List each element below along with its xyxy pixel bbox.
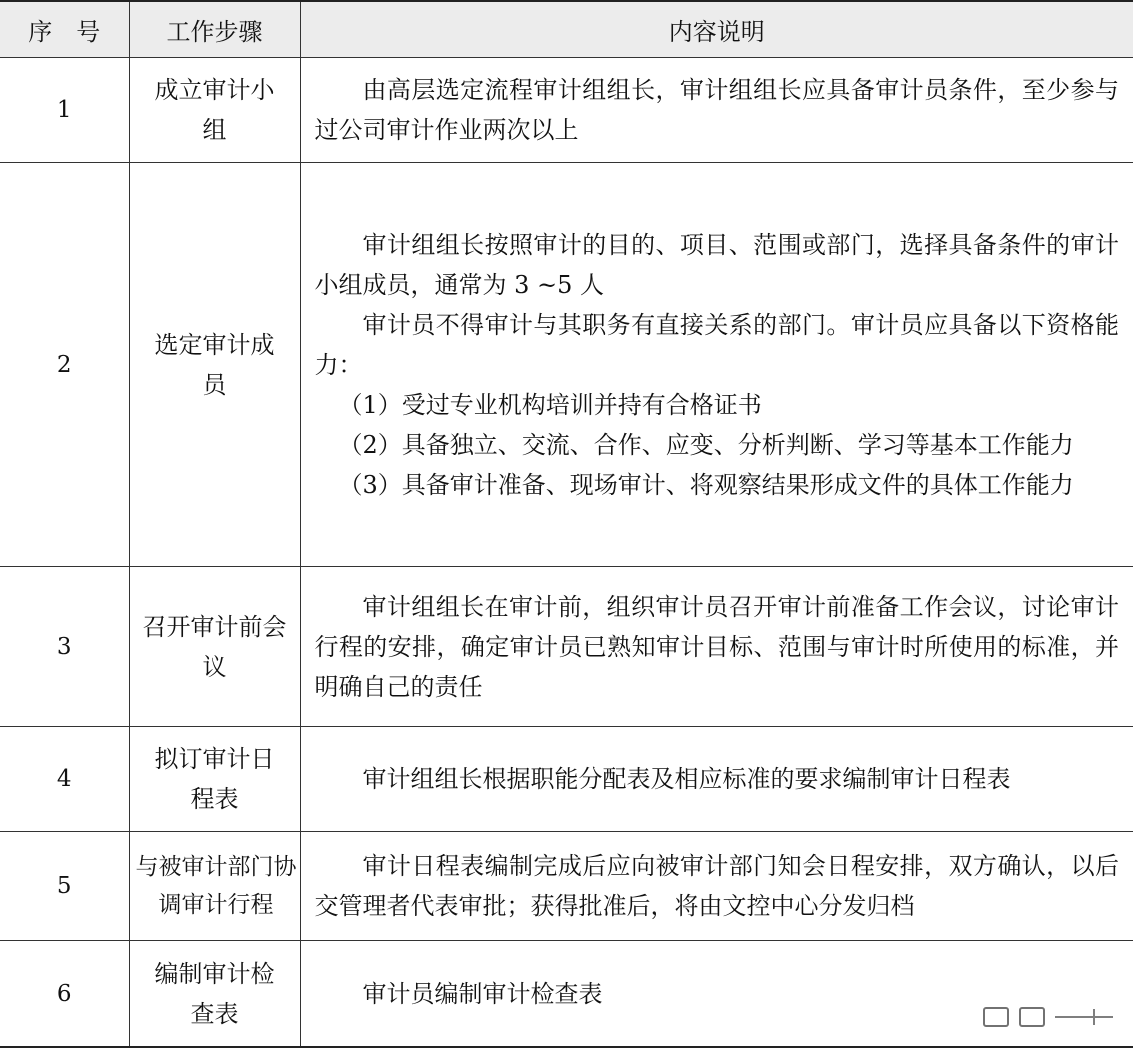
desc-paragraph: （3）具备审计准备、现场审计、将观察结果形成文件的具体工作能力 xyxy=(338,470,1074,499)
table-row xyxy=(0,58,1133,163)
row-step xyxy=(129,832,300,941)
watermark-glyph xyxy=(983,1007,1113,1027)
desc-paragraph: 由高层选定流程审计组组长，审计组组长应具备审计员条件，至少参与过公司审计作业两次以上 xyxy=(314,76,1119,144)
row-desc xyxy=(300,727,1133,832)
desc-paragraph: 审计员不得审计与其职务有直接关系的部门。审计员应具备以下资格能力： xyxy=(314,310,1119,379)
table-row xyxy=(0,163,1133,567)
row-number: 6 xyxy=(0,941,129,1048)
watermark-box-icon xyxy=(1019,1007,1045,1027)
step-text: 成立审计小组 xyxy=(154,76,275,144)
header-step: 工作步骤 xyxy=(129,1,300,58)
row-step xyxy=(129,727,300,832)
table-row xyxy=(0,567,1133,727)
desc-paragraph: 审计日程表编制完成后应向被审计部门知会日程安排，双方确认，以后交管理者代表审批；获得批准后，将由文控中心分发归档 xyxy=(314,852,1119,920)
desc-paragraph: 审计组组长按照审计的目的、项目、范围或部门，选择具备条件的审计小组成员，通常为 3 ~5 人 xyxy=(314,230,1119,299)
row-desc xyxy=(300,941,1133,1048)
step-text: 选定审计成员 xyxy=(154,330,275,399)
watermark-bar-icon xyxy=(1055,1016,1113,1018)
step-text: 召开审计前会议 xyxy=(142,612,287,681)
desc-paragraph: 审计组组长在审计前，组织审计员召开审计前准备工作会议，讨论审计行程的安排，确定审计员已熟知审计目标、范围与审计时所使用的标准，并明确自己的责任 xyxy=(314,592,1119,701)
step-text: 与被审计部门协调审计行程 xyxy=(135,854,297,918)
row-desc xyxy=(300,163,1133,567)
row-number: 3 xyxy=(0,567,129,727)
table-row xyxy=(0,727,1133,832)
row-desc xyxy=(300,832,1133,941)
table-header-row xyxy=(0,1,1133,58)
watermark-box-icon xyxy=(983,1007,1009,1027)
table-row xyxy=(0,832,1133,941)
desc-paragraph: （1）受过专业机构培训并持有合格证书 xyxy=(338,390,762,419)
header-no: 序 号 xyxy=(0,1,129,58)
step-text: 拟订审计日程表 xyxy=(154,745,275,813)
step-text: 编制审计检查表 xyxy=(154,959,275,1028)
row-step xyxy=(129,58,300,163)
desc-paragraph: 审计员编制审计检查表 xyxy=(362,979,603,1008)
desc-paragraph: （2）具备独立、交流、合作、应变、分析判断、学习等基本工作能力 xyxy=(338,430,1074,459)
row-number: 2 xyxy=(0,163,129,567)
header-desc: 内容说明 xyxy=(300,1,1133,58)
row-number: 4 xyxy=(0,727,129,832)
row-desc xyxy=(300,58,1133,163)
row-number: 5 xyxy=(0,832,129,941)
row-desc xyxy=(300,567,1133,727)
row-step xyxy=(129,163,300,567)
row-step xyxy=(129,941,300,1048)
desc-paragraph: 审计组组长根据职能分配表及相应标准的要求编制审计日程表 xyxy=(362,765,1011,793)
row-number: 1 xyxy=(0,58,129,163)
row-step xyxy=(129,567,300,727)
table-row xyxy=(0,941,1133,1048)
